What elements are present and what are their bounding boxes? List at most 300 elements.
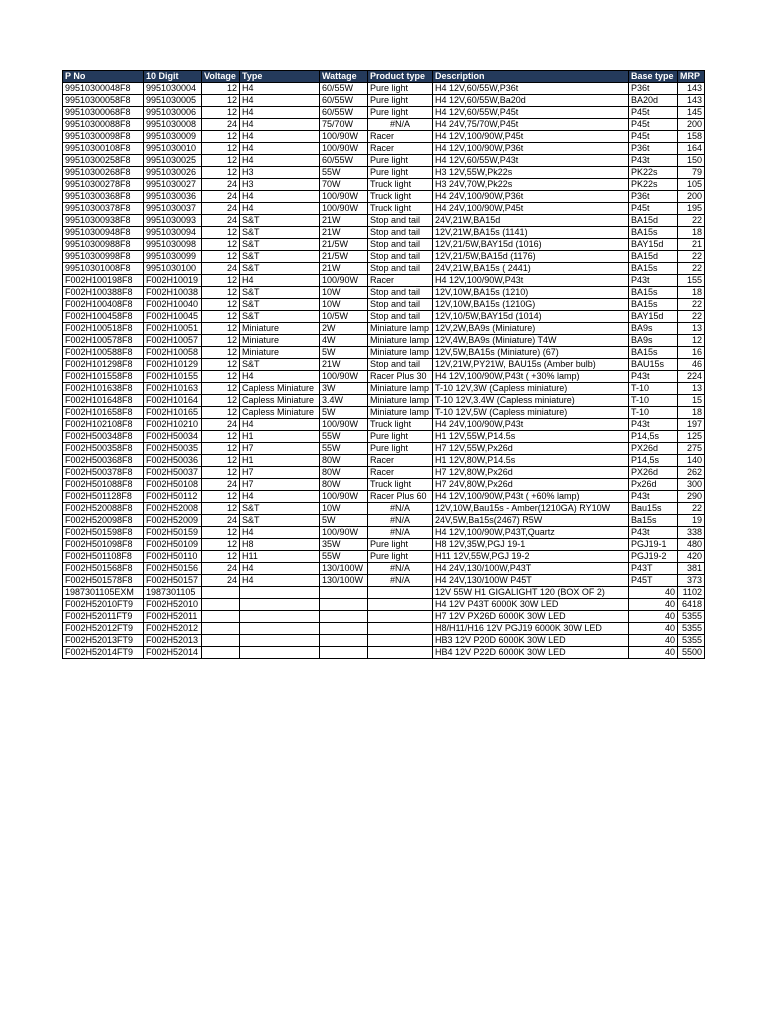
cell-base-type: P45t: [629, 107, 678, 119]
cell-wattage: 130/100W: [320, 563, 368, 575]
cell-voltage: 12: [202, 347, 240, 359]
cell-p-no: F002H501578F8: [63, 575, 144, 587]
cell-10-digit: 9951030094: [144, 227, 202, 239]
cell-base-type: 40: [629, 587, 678, 599]
cell-wattage: 3.4W: [320, 395, 368, 407]
cell-mrp: 15: [678, 395, 705, 407]
header-mrp: MRP: [678, 71, 705, 83]
cell-voltage: 12: [202, 251, 240, 263]
cell-product-type: Stop and tail: [368, 251, 433, 263]
cell-wattage: 21W: [320, 359, 368, 371]
cell-p-no: F002H100408F8: [63, 299, 144, 311]
cell-type: Capless Miniature: [240, 407, 320, 419]
cell-p-no: F002H501128F8: [63, 491, 144, 503]
cell-product-type: Truck light: [368, 419, 433, 431]
cell-p-no: F002H101298F8: [63, 359, 144, 371]
cell-10-digit: F002H10057: [144, 335, 202, 347]
cell-voltage: 12: [202, 131, 240, 143]
cell-voltage: 12: [202, 299, 240, 311]
cell-voltage: [202, 587, 240, 599]
table-row: [63, 479, 705, 491]
cell-type: Miniature: [240, 335, 320, 347]
table-row: [63, 347, 705, 359]
cell-mrp: 6418: [678, 599, 705, 611]
header-p-no: P No: [63, 71, 144, 83]
cell-base-type: PK22s: [629, 167, 678, 179]
cell-base-type: BA15s: [629, 299, 678, 311]
cell-base-type: BA15s: [629, 287, 678, 299]
cell-p-no: 99510300278F8: [63, 179, 144, 191]
cell-base-type: P14,5s: [629, 455, 678, 467]
cell-mrp: 5355: [678, 623, 705, 635]
cell-10-digit: F002H10051: [144, 323, 202, 335]
cell-p-no: F002H500358F8: [63, 443, 144, 455]
cell-type: S&T: [240, 311, 320, 323]
cell-10-digit: F002H10129: [144, 359, 202, 371]
cell-product-type: Stop and tail: [368, 215, 433, 227]
cell-type: H11: [240, 551, 320, 563]
cell-base-type: PGJ19-1: [629, 539, 678, 551]
cell-voltage: 24: [202, 515, 240, 527]
cell-base-type: P43t: [629, 491, 678, 503]
cell-description: H4 12V,100/90W,P43t ( +30% lamp): [433, 371, 629, 383]
cell-p-no: F002H52012FT9: [63, 623, 144, 635]
cell-10-digit: F002H50112: [144, 491, 202, 503]
cell-voltage: 24: [202, 419, 240, 431]
cell-product-type: [368, 647, 433, 659]
cell-product-type: Racer: [368, 143, 433, 155]
cell-wattage: [320, 587, 368, 599]
table-row: [63, 383, 705, 395]
cell-wattage: 4W: [320, 335, 368, 347]
table-row: [63, 203, 705, 215]
cell-base-type: BA20d: [629, 95, 678, 107]
cell-base-type: P43t: [629, 419, 678, 431]
cell-base-type: P43t: [629, 155, 678, 167]
cell-type: S&T: [240, 263, 320, 275]
table-row: [63, 623, 705, 635]
cell-product-type: Racer: [368, 467, 433, 479]
table-row: [63, 311, 705, 323]
cell-type: [240, 599, 320, 611]
cell-product-type: Truck light: [368, 203, 433, 215]
cell-base-type: P36t: [629, 191, 678, 203]
cell-mrp: 5355: [678, 635, 705, 647]
cell-type: H4: [240, 419, 320, 431]
cell-10-digit: F002H10210: [144, 419, 202, 431]
cell-voltage: [202, 599, 240, 611]
table-row: [63, 515, 705, 527]
cell-type: S&T: [240, 215, 320, 227]
header-type: Type: [240, 71, 320, 83]
cell-product-type: [368, 623, 433, 635]
cell-10-digit: 9951030004: [144, 83, 202, 95]
cell-10-digit: 9951030098: [144, 239, 202, 251]
cell-base-type: P43t: [629, 371, 678, 383]
cell-product-type: Truck light: [368, 179, 433, 191]
cell-type: H1: [240, 455, 320, 467]
cell-voltage: [202, 647, 240, 659]
cell-wattage: [320, 635, 368, 647]
cell-p-no: 1987301105EXM: [63, 587, 144, 599]
cell-10-digit: F002H10045: [144, 311, 202, 323]
table-row: [63, 287, 705, 299]
cell-type: S&T: [240, 299, 320, 311]
cell-p-no: F002H520088F8: [63, 503, 144, 515]
cell-wattage: 5W: [320, 347, 368, 359]
cell-voltage: 12: [202, 431, 240, 443]
cell-base-type: BA15s: [629, 263, 678, 275]
cell-mrp: 200: [678, 119, 705, 131]
cell-product-type: #N/A: [368, 575, 433, 587]
cell-mrp: 373: [678, 575, 705, 587]
cell-base-type: Px26d: [629, 479, 678, 491]
cell-base-type: P43t: [629, 527, 678, 539]
cell-p-no: F002H500348F8: [63, 431, 144, 443]
cell-mrp: 143: [678, 83, 705, 95]
cell-mrp: 5355: [678, 611, 705, 623]
cell-wattage: 60/55W: [320, 83, 368, 95]
cell-wattage: 100/90W: [320, 131, 368, 143]
cell-type: H1: [240, 431, 320, 443]
cell-voltage: 12: [202, 335, 240, 347]
cell-base-type: P45t: [629, 119, 678, 131]
cell-p-no: 99510301008F8: [63, 263, 144, 275]
cell-wattage: 10/5W: [320, 311, 368, 323]
cell-description: H4 24V,130/100W,P43T: [433, 563, 629, 575]
cell-10-digit: F002H52012: [144, 623, 202, 635]
cell-10-digit: F002H50109: [144, 539, 202, 551]
cell-mrp: 22: [678, 263, 705, 275]
cell-10-digit: F002H50159: [144, 527, 202, 539]
cell-base-type: 40: [629, 635, 678, 647]
cell-p-no: 99510300048F8: [63, 83, 144, 95]
cell-voltage: 12: [202, 83, 240, 95]
cell-wattage: 21W: [320, 227, 368, 239]
table-row: [63, 647, 705, 659]
cell-base-type: BA9s: [629, 323, 678, 335]
table-row: [63, 155, 705, 167]
cell-mrp: 338: [678, 527, 705, 539]
cell-voltage: 24: [202, 191, 240, 203]
cell-description: H4 24V,100/90W,P43t: [433, 419, 629, 431]
cell-type: H7: [240, 479, 320, 491]
cell-type: H4: [240, 131, 320, 143]
table-row: [63, 107, 705, 119]
cell-type: [240, 587, 320, 599]
cell-product-type: Racer: [368, 275, 433, 287]
cell-voltage: 12: [202, 323, 240, 335]
cell-base-type: BA9s: [629, 335, 678, 347]
cell-10-digit: F002H50156: [144, 563, 202, 575]
cell-description: 12V 55W H1 GIGALIGHT 120 (BOX OF 2): [433, 587, 629, 599]
cell-base-type: P45T: [629, 575, 678, 587]
cell-product-type: Stop and tail: [368, 263, 433, 275]
cell-10-digit: F002H50036: [144, 455, 202, 467]
cell-description: H4 12V,100/90W,P43t ( +60% lamp): [433, 491, 629, 503]
cell-p-no: F002H52014FT9: [63, 647, 144, 659]
cell-mrp: 1102: [678, 587, 705, 599]
cell-type: S&T: [240, 227, 320, 239]
cell-product-type: #N/A: [368, 563, 433, 575]
cell-10-digit: F002H52014: [144, 647, 202, 659]
cell-type: Capless Miniature: [240, 395, 320, 407]
cell-description: 12V,10W,Bau15s - Amber(1210GA) RY10W: [433, 503, 629, 515]
cell-voltage: 12: [202, 239, 240, 251]
cell-p-no: F002H501098F8: [63, 539, 144, 551]
cell-mrp: 22: [678, 503, 705, 515]
cell-description: H8/H11/H16 12V PGJ19 6000K 30W LED: [433, 623, 629, 635]
cell-base-type: PX26d: [629, 467, 678, 479]
table-row: [63, 491, 705, 503]
table-row: [63, 599, 705, 611]
cell-base-type: BAY15d: [629, 239, 678, 251]
cell-base-type: 40: [629, 647, 678, 659]
cell-voltage: 12: [202, 539, 240, 551]
cell-voltage: 24: [202, 179, 240, 191]
cell-p-no: 99510300998F8: [63, 251, 144, 263]
cell-p-no: F002H52011FT9: [63, 611, 144, 623]
cell-description: H4 12V,100/90W,P43t: [433, 275, 629, 287]
cell-product-type: Stop and tail: [368, 239, 433, 251]
cell-p-no: F002H100518F8: [63, 323, 144, 335]
table-row: [63, 359, 705, 371]
cell-10-digit: F002H10155: [144, 371, 202, 383]
cell-type: S&T: [240, 287, 320, 299]
cell-wattage: [320, 599, 368, 611]
cell-description: H7 12V,80W,Px26d: [433, 467, 629, 479]
cell-wattage: [320, 623, 368, 635]
table-row: [63, 119, 705, 131]
cell-10-digit: F002H10058: [144, 347, 202, 359]
table-row: [63, 419, 705, 431]
cell-wattage: [320, 647, 368, 659]
table-row: [63, 167, 705, 179]
cell-wattage: 10W: [320, 503, 368, 515]
cell-p-no: F002H501598F8: [63, 527, 144, 539]
cell-p-no: 99510300368F8: [63, 191, 144, 203]
cell-p-no: 99510300108F8: [63, 143, 144, 155]
cell-10-digit: 9951030009: [144, 131, 202, 143]
cell-mrp: 22: [678, 311, 705, 323]
cell-p-no: F002H100458F8: [63, 311, 144, 323]
cell-p-no: F002H500378F8: [63, 467, 144, 479]
cell-voltage: 12: [202, 467, 240, 479]
cell-mrp: 105: [678, 179, 705, 191]
cell-p-no: F002H52013FT9: [63, 635, 144, 647]
cell-product-type: Pure light: [368, 551, 433, 563]
cell-type: H4: [240, 527, 320, 539]
table-row: [63, 467, 705, 479]
table-row: [63, 563, 705, 575]
cell-voltage: 12: [202, 155, 240, 167]
cell-voltage: 12: [202, 371, 240, 383]
cell-10-digit: 9951030036: [144, 191, 202, 203]
cell-wattage: 100/90W: [320, 419, 368, 431]
cell-10-digit: F002H52008: [144, 503, 202, 515]
cell-base-type: P43T: [629, 563, 678, 575]
cell-mrp: 195: [678, 203, 705, 215]
cell-product-type: Pure light: [368, 539, 433, 551]
cell-type: H8: [240, 539, 320, 551]
cell-product-type: Racer: [368, 455, 433, 467]
cell-description: 24V,5W,Ba15s(2467) R5W: [433, 515, 629, 527]
cell-p-no: F002H501088F8: [63, 479, 144, 491]
cell-mrp: 13: [678, 323, 705, 335]
cell-description: 12V,10W,BA15s (1210): [433, 287, 629, 299]
cell-wattage: 55W: [320, 443, 368, 455]
cell-base-type: BA15d: [629, 251, 678, 263]
cell-wattage: 3W: [320, 383, 368, 395]
cell-type: S&T: [240, 503, 320, 515]
cell-description: H4 12V,60/55W,P43t: [433, 155, 629, 167]
cell-10-digit: F002H50035: [144, 443, 202, 455]
table-row: [63, 215, 705, 227]
cell-p-no: F002H100388F8: [63, 287, 144, 299]
cell-product-type: [368, 611, 433, 623]
cell-product-type: Racer Plus 30: [368, 371, 433, 383]
cell-base-type: T-10: [629, 395, 678, 407]
cell-type: [240, 611, 320, 623]
cell-description: T-10 12V,3.4W (Capless miniature): [433, 395, 629, 407]
table-row: [63, 443, 705, 455]
cell-description: 12V,5W,BA15s (Miniature) (67): [433, 347, 629, 359]
cell-p-no: 99510300268F8: [63, 167, 144, 179]
cell-product-type: Pure light: [368, 155, 433, 167]
cell-product-type: Miniature lamp: [368, 383, 433, 395]
table-row: [63, 131, 705, 143]
cell-description: 12V,10/5W,BAY15d (1014): [433, 311, 629, 323]
cell-voltage: [202, 623, 240, 635]
cell-p-no: F002H101648F8: [63, 395, 144, 407]
cell-voltage: 12: [202, 95, 240, 107]
cell-base-type: PX26d: [629, 443, 678, 455]
cell-voltage: 12: [202, 311, 240, 323]
cell-description: H7 24V,80W,Px26d: [433, 479, 629, 491]
cell-type: S&T: [240, 251, 320, 263]
cell-10-digit: F002H10038: [144, 287, 202, 299]
cell-10-digit: 9951030099: [144, 251, 202, 263]
cell-voltage: 12: [202, 503, 240, 515]
cell-wattage: 5W: [320, 515, 368, 527]
cell-product-type: Truck light: [368, 479, 433, 491]
header-voltage: Voltage: [202, 71, 240, 83]
cell-product-type: Pure light: [368, 431, 433, 443]
cell-base-type: P36t: [629, 83, 678, 95]
cell-description: 12V,21/5W,BA15d (1176): [433, 251, 629, 263]
cell-wattage: 2W: [320, 323, 368, 335]
product-table: [62, 70, 705, 659]
table-row: [63, 431, 705, 443]
cell-description: 12V,21W,BA15s (1141): [433, 227, 629, 239]
cell-voltage: 24: [202, 203, 240, 215]
cell-mrp: 200: [678, 191, 705, 203]
cell-type: H4: [240, 83, 320, 95]
cell-description: H4 12V,100/90W,P36t: [433, 143, 629, 155]
cell-voltage: 12: [202, 443, 240, 455]
table-row: [63, 575, 705, 587]
table-row: [63, 335, 705, 347]
cell-voltage: [202, 635, 240, 647]
cell-mrp: 224: [678, 371, 705, 383]
cell-wattage: 75/70W: [320, 119, 368, 131]
cell-mrp: 150: [678, 155, 705, 167]
table-row: [63, 527, 705, 539]
cell-type: H3: [240, 179, 320, 191]
cell-p-no: 99510300088F8: [63, 119, 144, 131]
cell-mrp: 18: [678, 407, 705, 419]
cell-base-type: PGJ19-2: [629, 551, 678, 563]
cell-product-type: Racer Plus 60: [368, 491, 433, 503]
cell-mrp: 158: [678, 131, 705, 143]
cell-base-type: P45t: [629, 131, 678, 143]
cell-voltage: 12: [202, 143, 240, 155]
cell-description: H3 12V,55W,Pk22s: [433, 167, 629, 179]
cell-voltage: 12: [202, 287, 240, 299]
cell-description: H4 12V,60/55W,Ba20d: [433, 95, 629, 107]
table-body: [63, 83, 705, 659]
cell-mrp: 79: [678, 167, 705, 179]
cell-type: H4: [240, 275, 320, 287]
cell-product-type: Stop and tail: [368, 227, 433, 239]
cell-p-no: 99510300378F8: [63, 203, 144, 215]
cell-p-no: F002H101558F8: [63, 371, 144, 383]
cell-description: 12V,2W,BA9s (Miniature): [433, 323, 629, 335]
cell-type: Miniature: [240, 323, 320, 335]
cell-10-digit: F002H50110: [144, 551, 202, 563]
cell-type: H4: [240, 371, 320, 383]
cell-10-digit: F002H10165: [144, 407, 202, 419]
cell-voltage: 12: [202, 527, 240, 539]
cell-voltage: 12: [202, 275, 240, 287]
cell-p-no: 99510300058F8: [63, 95, 144, 107]
cell-product-type: Stop and tail: [368, 311, 433, 323]
header-wattage: Wattage: [320, 71, 368, 83]
cell-type: H4: [240, 143, 320, 155]
cell-p-no: F002H100578F8: [63, 335, 144, 347]
cell-product-type: Miniature lamp: [368, 335, 433, 347]
cell-wattage: 21W: [320, 215, 368, 227]
cell-mrp: 420: [678, 551, 705, 563]
table-row: [63, 611, 705, 623]
cell-product-type: Pure light: [368, 167, 433, 179]
table-row: [63, 395, 705, 407]
cell-10-digit: 9951030027: [144, 179, 202, 191]
cell-product-type: Pure light: [368, 83, 433, 95]
cell-description: 12V,10W,BA15s (1210G): [433, 299, 629, 311]
cell-mrp: 22: [678, 299, 705, 311]
cell-voltage: 12: [202, 107, 240, 119]
cell-p-no: F002H100198F8: [63, 275, 144, 287]
cell-mrp: 140: [678, 455, 705, 467]
cell-type: H4: [240, 203, 320, 215]
cell-type: H4: [240, 563, 320, 575]
cell-base-type: P43t: [629, 275, 678, 287]
cell-product-type: #N/A: [368, 527, 433, 539]
cell-wattage: 60/55W: [320, 155, 368, 167]
cell-type: Capless Miniature: [240, 383, 320, 395]
cell-wattage: 100/90W: [320, 275, 368, 287]
cell-wattage: 100/90W: [320, 143, 368, 155]
cell-base-type: BA15d: [629, 215, 678, 227]
cell-mrp: 262: [678, 467, 705, 479]
cell-wattage: 130/100W: [320, 575, 368, 587]
cell-p-no: F002H102108F8: [63, 419, 144, 431]
cell-description: H4 24V,130/100W P45T: [433, 575, 629, 587]
cell-p-no: 99510300098F8: [63, 131, 144, 143]
cell-wattage: 80W: [320, 479, 368, 491]
cell-type: H4: [240, 119, 320, 131]
